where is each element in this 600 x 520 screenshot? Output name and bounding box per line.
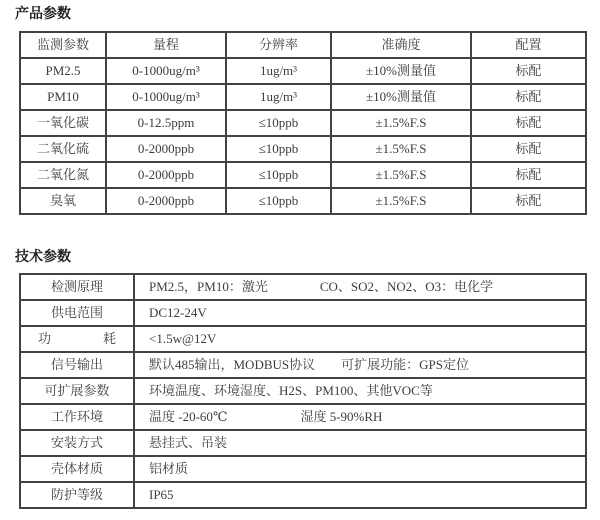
table-cell: ±1.5%F.S bbox=[331, 162, 471, 188]
table-row-no2 bbox=[20, 162, 586, 188]
table-cell: ±10%测量值 bbox=[331, 58, 471, 84]
row-label: 安装方式 bbox=[20, 430, 134, 456]
table-cell: 0-1000ug/m³ bbox=[106, 84, 226, 110]
table-cell: 二氧化硫 bbox=[20, 136, 106, 162]
row-label: 功 耗 bbox=[20, 326, 134, 352]
row-value bbox=[134, 352, 586, 378]
table-cell: 标配 bbox=[471, 162, 586, 188]
row-label: 防护等级 bbox=[20, 482, 134, 508]
table-cell: 0-2000ppb bbox=[106, 136, 226, 162]
value-text: IP65 bbox=[149, 487, 174, 502]
row-label: 可扩展参数 bbox=[20, 378, 134, 404]
column-header-resolution: 分辨率 bbox=[226, 32, 331, 58]
table-cell: 标配 bbox=[471, 110, 586, 136]
value-text: 铝材质 bbox=[149, 461, 189, 476]
table-row-shell-material bbox=[20, 456, 586, 482]
table-cell: 标配 bbox=[471, 84, 586, 110]
table-cell: ≤10ppb bbox=[226, 110, 331, 136]
value-text: 悬挂式、吊装 bbox=[149, 435, 228, 450]
row-value bbox=[134, 482, 586, 508]
row-label: 工作环境 bbox=[20, 404, 134, 430]
value-text: PM2.5，PM10：激光 bbox=[149, 279, 268, 294]
table-row-so2 bbox=[20, 136, 586, 162]
table-cell: 一氧化碳 bbox=[20, 110, 106, 136]
table-row-signal-output bbox=[20, 352, 586, 378]
table-row-detection-principle bbox=[20, 274, 586, 300]
value-text: DC12-24V bbox=[149, 305, 207, 320]
value-text: 温度 -20-60℃ bbox=[149, 409, 228, 424]
table-row-pm25 bbox=[20, 58, 586, 84]
table-cell: ±1.5%F.S bbox=[331, 110, 471, 136]
table-cell: 0-12.5ppm bbox=[106, 110, 226, 136]
product-params-title: 产品参数 bbox=[15, 5, 71, 21]
value-text-2: 湿度 5-90%RH bbox=[300, 409, 383, 424]
row-value bbox=[134, 326, 586, 352]
row-value bbox=[134, 430, 586, 456]
table-cell: 臭氧 bbox=[20, 188, 106, 214]
table-row-o3 bbox=[20, 188, 586, 214]
table-row-expandable-params bbox=[20, 378, 586, 404]
row-label: 检测原理 bbox=[20, 274, 134, 300]
table-row-working-environment bbox=[20, 404, 586, 430]
table-cell: 标配 bbox=[471, 188, 586, 214]
table-cell: ≤10ppb bbox=[226, 136, 331, 162]
table-cell: 0-1000ug/m³ bbox=[106, 58, 226, 84]
row-label: 供电范围 bbox=[20, 300, 134, 326]
table-row-protection-rating bbox=[20, 482, 586, 508]
value-text: 默认485输出，MODBUS协议 可扩展功能：GPS定位 bbox=[149, 357, 469, 372]
column-header-parameter: 监测参数 bbox=[20, 32, 106, 58]
column-header-range: 量程 bbox=[106, 32, 226, 58]
row-value bbox=[134, 404, 586, 430]
row-value bbox=[134, 456, 586, 482]
table-cell: ≤10ppb bbox=[226, 162, 331, 188]
table-header-row bbox=[20, 32, 586, 58]
table-row-power-supply bbox=[20, 300, 586, 326]
row-value bbox=[134, 274, 586, 300]
value-text: 环境温度、环境湿度、H2S、PM100、其他VOC等 bbox=[149, 383, 433, 398]
table-cell: 标配 bbox=[471, 136, 586, 162]
table-cell: PM2.5 bbox=[20, 58, 106, 84]
value-text: <1.5w@12V bbox=[149, 331, 217, 346]
table-row-pm10 bbox=[20, 84, 586, 110]
table-cell: ±1.5%F.S bbox=[331, 188, 471, 214]
table-cell: 1ug/m³ bbox=[226, 58, 331, 84]
column-header-accuracy: 准确度 bbox=[331, 32, 471, 58]
row-value bbox=[134, 300, 586, 326]
table-cell: PM10 bbox=[20, 84, 106, 110]
table-cell: ±10%测量值 bbox=[331, 84, 471, 110]
table-cell: 1ug/m³ bbox=[226, 84, 331, 110]
table-cell: 标配 bbox=[471, 58, 586, 84]
table-cell: ≤10ppb bbox=[226, 188, 331, 214]
table-cell: ±1.5%F.S bbox=[331, 136, 471, 162]
table-cell: 0-2000ppb bbox=[106, 162, 226, 188]
table-cell: 二氧化氮 bbox=[20, 162, 106, 188]
value-text-2: CO、SO2、NO2、O3：电化学 bbox=[319, 279, 494, 294]
table-row-installation bbox=[20, 430, 586, 456]
row-label: 壳体材质 bbox=[20, 456, 134, 482]
row-value bbox=[134, 378, 586, 404]
table-row-power-consumption bbox=[20, 326, 586, 352]
table-cell: 0-2000ppb bbox=[106, 188, 226, 214]
table-row-co bbox=[20, 110, 586, 136]
column-header-config: 配置 bbox=[471, 32, 586, 58]
tech-params-title: 技术参数 bbox=[15, 248, 71, 264]
tech-params-table bbox=[19, 273, 587, 509]
product-params-table bbox=[19, 31, 587, 215]
row-label: 信号输出 bbox=[20, 352, 134, 378]
